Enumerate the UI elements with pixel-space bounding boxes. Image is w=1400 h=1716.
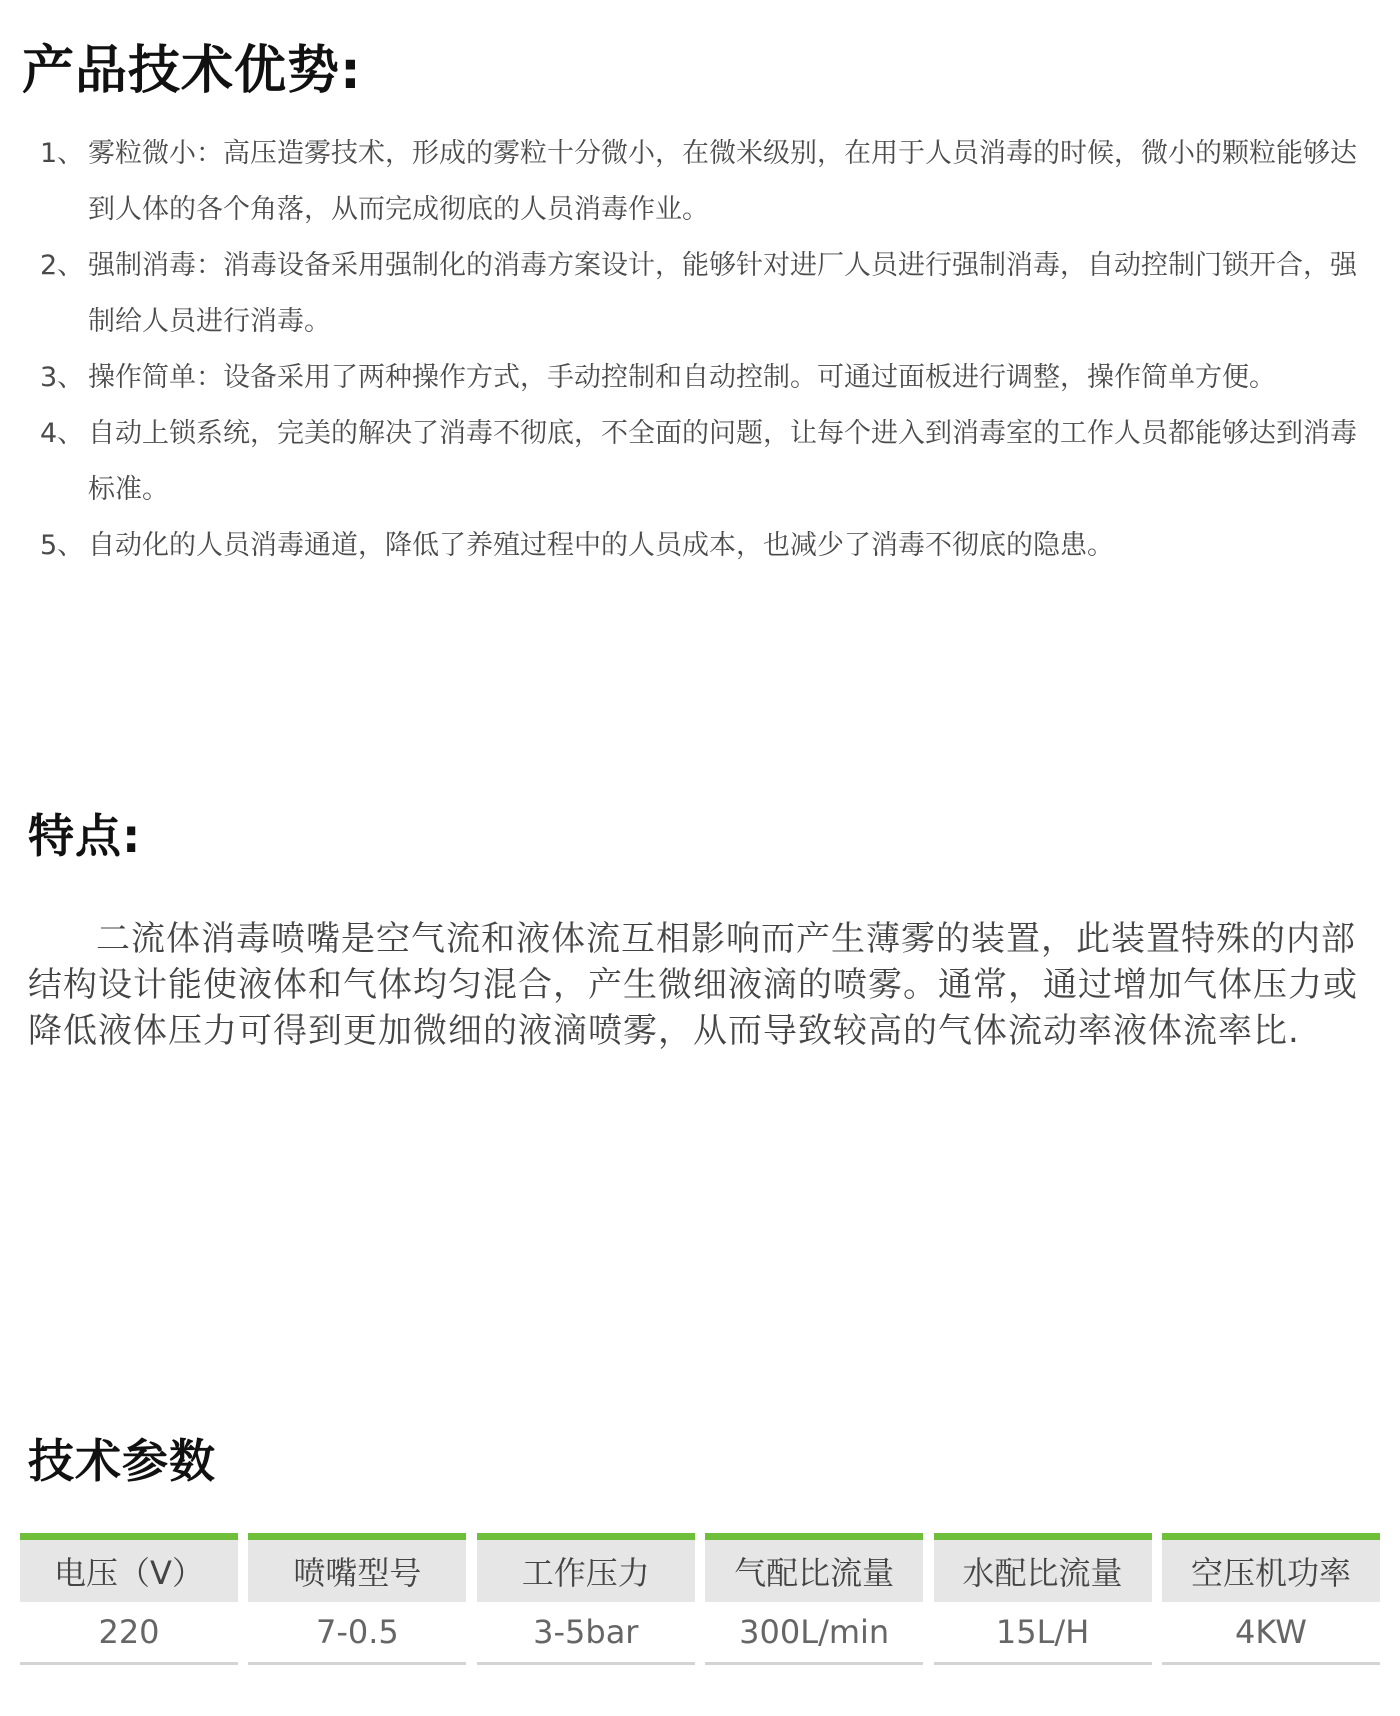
advantage-number: 1、 bbox=[40, 138, 85, 169]
param-header: 喷嘴型号 bbox=[248, 1533, 466, 1602]
param-value: 15L/H bbox=[934, 1602, 1152, 1665]
advantage-number: 5、 bbox=[40, 530, 85, 561]
advantage-text: 强制消毒：消毒设备采用强制化的消毒方案设计，能够针对进厂人员进行强制消毒，自动控制门锁开合，强制给人员进行消毒。 bbox=[88, 250, 1357, 337]
params-heading: 技术参数 bbox=[28, 1434, 216, 1488]
param-column-pressure bbox=[477, 1533, 695, 1665]
param-value: 7-0.5 bbox=[248, 1602, 466, 1665]
advantages-heading: 产品技术优势: bbox=[22, 41, 362, 101]
advantage-text: 自动化的人员消毒通道，降低了养殖过程中的人员成本，也减少了消毒不彻底的隐患。 bbox=[88, 530, 1114, 561]
param-value: 220 bbox=[20, 1602, 238, 1665]
advantage-number: 2、 bbox=[40, 250, 85, 281]
params-table bbox=[20, 1533, 1380, 1665]
advantage-text: 自动上锁系统，完美的解决了消毒不彻底，不全面的问题，让每个进入到消毒室的工作人员都能够达到消毒标准。 bbox=[88, 418, 1357, 505]
param-column-water-flow bbox=[934, 1533, 1152, 1665]
param-column-nozzle-model bbox=[248, 1533, 466, 1665]
param-header: 气配比流量 bbox=[705, 1533, 923, 1602]
param-value: 300L/min bbox=[705, 1602, 923, 1665]
advantage-item-1 bbox=[40, 126, 1380, 238]
advantage-item-3 bbox=[40, 350, 1380, 406]
advantage-item-5 bbox=[40, 518, 1380, 574]
param-column-compressor-power bbox=[1162, 1533, 1380, 1665]
param-header: 空压机功率 bbox=[1162, 1533, 1380, 1602]
param-value: 3-5bar bbox=[477, 1602, 695, 1665]
param-column-voltage bbox=[20, 1533, 238, 1665]
advantage-item-2 bbox=[40, 238, 1380, 350]
advantage-number: 3、 bbox=[40, 362, 85, 393]
param-value: 4KW bbox=[1162, 1602, 1380, 1665]
param-header: 电压（V） bbox=[20, 1533, 238, 1602]
advantage-text: 操作简单：设备采用了两种操作方式，手动控制和自动控制。可通过面板进行调整，操作简单方便。 bbox=[88, 362, 1276, 393]
advantage-item-4 bbox=[40, 406, 1380, 518]
features-heading: 特点: bbox=[28, 809, 142, 863]
advantages-list bbox=[40, 126, 1380, 574]
param-header: 水配比流量 bbox=[934, 1533, 1152, 1602]
param-column-air-flow bbox=[705, 1533, 923, 1665]
features-paragraph: 二流体消毒喷嘴是空气流和液体流互相影响而产生薄雾的装置，此装置特殊的内部结构设计能使液体和气体均匀混合，产生微细液滴的喷雾。通常，通过增加气体压力或降低液体压力可得到更加微细的液滴喷雾，从而导致较高的气体流动率液体流率比. bbox=[28, 919, 1358, 1051]
advantage-number: 4、 bbox=[40, 418, 85, 449]
advantage-text: 雾粒微小：高压造雾技术，形成的雾粒十分微小，在微米级别，在用于人员消毒的时候，微小的颗粒能够达到人体的各个角落，从而完成彻底的人员消毒作业。 bbox=[88, 138, 1357, 225]
param-header: 工作压力 bbox=[477, 1533, 695, 1602]
